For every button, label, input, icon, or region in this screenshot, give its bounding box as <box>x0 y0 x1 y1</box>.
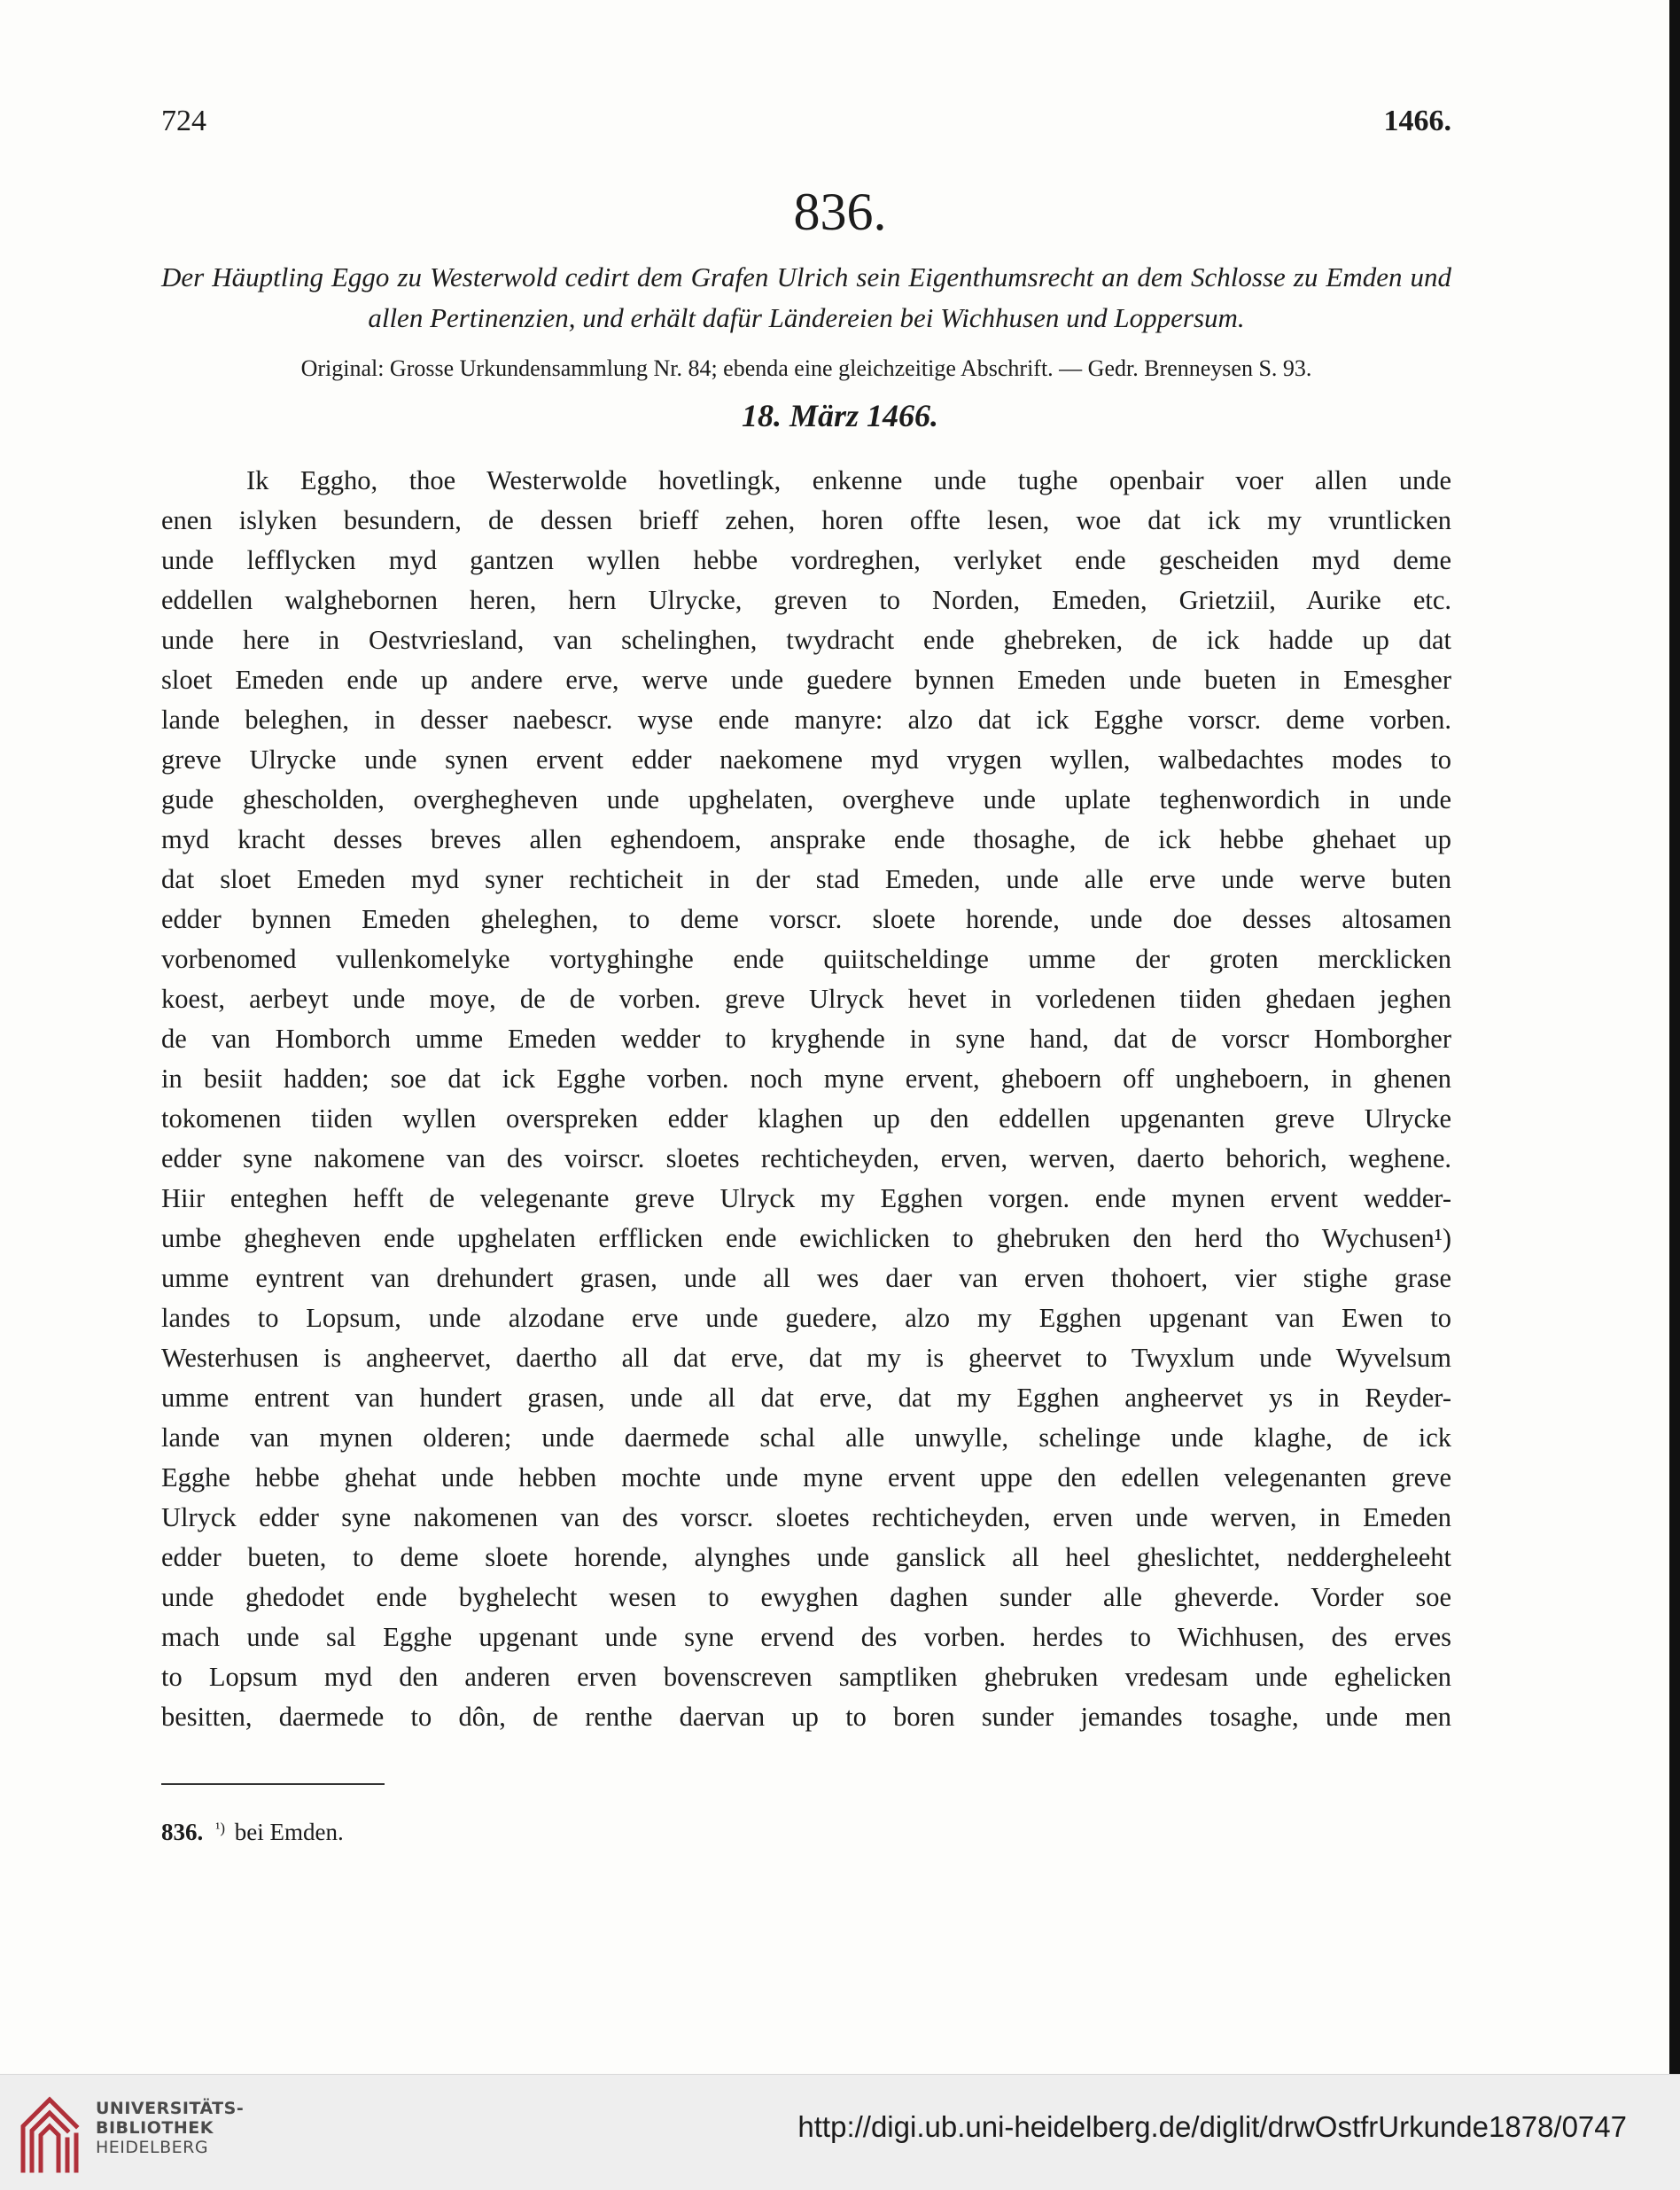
body-line: greve Ulrycke unde synen ervent edder naekomene myd vrygen wyllen, walbedachtes modes to <box>161 744 1451 775</box>
source-note: Original: Grosse Urkundensammlung Nr. 84; ebenda eine gleichzeitige Abschrift. — Gedr. Brenneysen S. 93. <box>300 355 1312 381</box>
body-line: Ulryck edder syne nakomenen van des vorscr. sloetes rechticheyden, erven unde werven, in Emeden <box>161 1502 1451 1532</box>
footnote <box>161 1819 1047 1846</box>
body-line: Westerhusen is angheervet, daertho all dat erve, dat my is gheervet to Twyxlum unde Wyvelsum <box>161 1343 1451 1373</box>
body-line: unde lefflycken myd gantzen wyllen hebbe vordreghen, verlyket ende gescheiden myd deme <box>161 545 1451 575</box>
body-line: edder syne nakomene van des voirscr. sloetes rechticheyden, erven, werven, daerto behorich, weghene. <box>161 1143 1451 1173</box>
body-line: tokomenen tiiden wyllen overspreken edder klaghen up den eddellen upgenanten greve Ulrycke <box>161 1103 1451 1134</box>
body-line: unde ghedodet ende byghelecht wesen to ewyghen daghen sunder alle gheverde. Vorder soe <box>161 1582 1451 1612</box>
body-line: edder bueten, to deme sloete horende, alynghes unde ganslick all heel gheslichtet, neddergheleeht <box>161 1542 1451 1572</box>
body-line: umme eyntrent van drehundert grasen, unde all wes daer van erven thohoert, vier stighe grase <box>161 1263 1451 1293</box>
body-line: umme entrent van hundert grasen, unde all dat erve, dat my Egghen angheervet ys in Reyder- <box>161 1383 1451 1413</box>
document-date: 18. März 1466. <box>741 398 939 433</box>
body-line: Ik Eggho, thoe Westerwolde hovetlingk, enkenne unde tughe openbair voer allen unde <box>246 465 1451 495</box>
page-number: 724 <box>161 105 206 137</box>
library-name-line1: UNIVERSITÄTS- <box>96 2099 245 2118</box>
body-line: lande beleghen, in desser naebescr. wyse ende manyre: alzo dat ick Egghe vorscr. deme vorben. <box>161 705 1451 735</box>
body-line: edder bynnen Emeden gheleghen, to deme vorscr. sloete horende, unde doe desses altosamen <box>161 904 1451 934</box>
footnote-mark: ¹) <box>215 1820 226 1836</box>
body-line: besitten, daermede to dôn, de renthe daervan up to boren sunder jemandes tosaghe, unde men <box>161 1702 1451 1732</box>
library-logo-icon[interactable] <box>14 2091 85 2179</box>
body-line: mach unde sal Egghe upgenant unde syne ervend des vorben. herdes to Wichhusen, des erves <box>161 1622 1451 1652</box>
body-line: gude ghescholden, overghegheven unde upghelaten, overgheve unde uplate teghenwordich in unde <box>161 784 1451 814</box>
body-line: vorbenomed vullenkomelyke vortyghinghe ende quiitscheldinge umme der groten mercklicken <box>161 944 1451 974</box>
body-line: Egghe hebbe ghehat unde hebben mochte unde myne ervent uppe den edellen velegenanten greve <box>161 1462 1451 1492</box>
library-name-line3: HEIDELBERG <box>96 2138 209 2157</box>
body-line: Hiir enteghen hefft de velegenante greve Ulryck my Egghen vorgen. ende mynen ervent wedder- <box>161 1183 1451 1213</box>
body-line: in besiit hadden; soe dat ick Egghe vorben. noch myne ervent, gheboern off ungheboern, in ghenen <box>161 1064 1451 1094</box>
document-number: 836. <box>793 183 887 241</box>
body-line: landes to Lopsum, unde alzodane erve unde guedere, alzo my Egghen upgenant van Ewen to <box>161 1303 1451 1333</box>
footnote-text: bei Emden. <box>234 1819 344 1845</box>
body-line: to Lopsum myd den anderen erven bovenscreven samptliken ghebruken vredesam unde eghelicken <box>161 1662 1451 1692</box>
footnote-rule <box>161 1783 385 1785</box>
running-header <box>161 105 1451 158</box>
body-line: myd kracht desses breves allen eghendoem, ansprake ende thosaghe, de ick hebbe ghehaet up <box>161 824 1451 854</box>
library-name-line2: BIBLIOTHEK <box>96 2118 214 2138</box>
document-body <box>161 461 1451 1737</box>
source-url-link[interactable]: http://digi.ub.uni-heidelberg.de/diglit/drwOstfrUrkunde1878/0747 <box>797 2110 1627 2143</box>
body-line: sloet Emeden ende up andere erve, werve unde guedere bynnen Emeden unde bueten in Emesgher <box>161 665 1451 695</box>
footnote-number: 836. <box>161 1819 204 1845</box>
body-line: lande van mynen olderen; unde daermede schal alle unwylle, schelinge unde klaghe, de ick <box>161 1422 1451 1453</box>
body-line: unde here in Oestvriesland, van schelinghen, twydracht ende ghebreken, de ick hadde up dat <box>161 625 1451 655</box>
library-name <box>96 2099 244 2157</box>
body-line: eddellen walghebornen heren, hern Ulrycke, greven to Norden, Emeden, Grietziil, Aurike etc. <box>161 585 1451 615</box>
body-line: de van Homborch umme Emeden wedder to kryghende in syne hand, dat de vorscr Homborgher <box>161 1024 1451 1054</box>
regest: Der Häuptling Eggo zu Westerwold cedirt dem Grafen Ulrich sein Eigenthumsrecht an dem Schlosse zu Emden und allen Pertinenzien, und erhält dafür Ländereien bei Wichhusen und Loppersum. <box>161 261 1451 333</box>
scan-edge <box>1669 0 1680 2074</box>
footer-bar <box>0 2074 1680 2190</box>
header-year: 1466. <box>1383 105 1451 137</box>
body-line: koest, aerbeyt unde moye, de de vorben. greve Ulryck hevet in vorledenen tiiden ghedaen jeghen <box>161 984 1451 1014</box>
body-line: dat sloet Emeden myd syner rechticheit in der stad Emeden, unde alle erve unde werve buten <box>161 864 1451 894</box>
body-line: enen islyken besundern, de dessen brieff zehen, horen offte lesen, woe dat ick my vruntlicken <box>161 505 1451 535</box>
body-line: umbe ghegheven ende upghelaten erfflicken ende ewichlicken to ghebruken den herd tho Wychusen¹) <box>161 1223 1451 1253</box>
